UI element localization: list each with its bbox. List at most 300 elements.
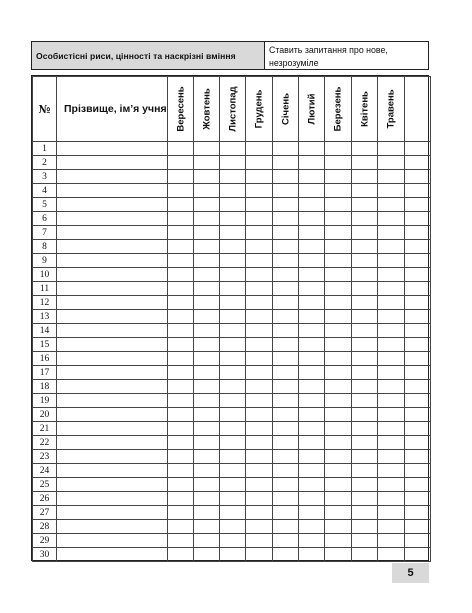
month-mark-cell[interactable] xyxy=(194,198,220,212)
month-mark-cell[interactable] xyxy=(246,310,273,324)
month-mark-cell[interactable] xyxy=(299,436,325,450)
month-mark-cell[interactable] xyxy=(168,268,194,282)
month-mark-cell[interactable] xyxy=(273,352,299,366)
month-mark-cell[interactable] xyxy=(352,380,378,394)
month-mark-cell[interactable] xyxy=(168,226,194,240)
month-mark-cell[interactable] xyxy=(194,310,220,324)
month-mark-cell[interactable] xyxy=(168,324,194,338)
month-mark-cell[interactable] xyxy=(378,422,405,436)
month-mark-cell[interactable] xyxy=(378,338,405,352)
month-mark-cell[interactable] xyxy=(325,380,352,394)
month-mark-cell[interactable] xyxy=(273,156,299,170)
month-mark-cell[interactable] xyxy=(352,296,378,310)
month-mark-cell[interactable] xyxy=(246,520,273,534)
month-mark-cell[interactable] xyxy=(273,254,299,268)
month-mark-cell[interactable] xyxy=(168,184,194,198)
month-mark-cell[interactable] xyxy=(352,184,378,198)
month-mark-cell[interactable] xyxy=(325,506,352,520)
month-mark-cell[interactable] xyxy=(405,338,431,352)
month-mark-cell[interactable] xyxy=(194,352,220,366)
month-mark-cell[interactable] xyxy=(299,142,325,156)
student-name-cell[interactable] xyxy=(57,352,168,366)
month-mark-cell[interactable] xyxy=(168,394,194,408)
month-mark-cell[interactable] xyxy=(352,366,378,380)
month-mark-cell[interactable] xyxy=(325,170,352,184)
month-mark-cell[interactable] xyxy=(378,366,405,380)
month-mark-cell[interactable] xyxy=(168,198,194,212)
month-mark-cell[interactable] xyxy=(325,268,352,282)
month-mark-cell[interactable] xyxy=(299,324,325,338)
month-mark-cell[interactable] xyxy=(299,282,325,296)
month-mark-cell[interactable] xyxy=(325,156,352,170)
month-mark-cell[interactable] xyxy=(325,212,352,226)
month-mark-cell[interactable] xyxy=(352,548,378,562)
month-mark-cell[interactable] xyxy=(194,478,220,492)
month-mark-cell[interactable] xyxy=(220,548,246,562)
student-name-cell[interactable] xyxy=(57,324,168,338)
month-mark-cell[interactable] xyxy=(299,450,325,464)
month-mark-cell[interactable] xyxy=(352,478,378,492)
month-mark-cell[interactable] xyxy=(405,198,431,212)
month-mark-cell[interactable] xyxy=(220,226,246,240)
month-mark-cell[interactable] xyxy=(299,380,325,394)
month-mark-cell[interactable] xyxy=(299,422,325,436)
month-mark-cell[interactable] xyxy=(299,408,325,422)
month-mark-cell[interactable] xyxy=(246,324,273,338)
student-name-cell[interactable] xyxy=(57,450,168,464)
month-mark-cell[interactable] xyxy=(378,156,405,170)
month-mark-cell[interactable] xyxy=(352,464,378,478)
month-mark-cell[interactable] xyxy=(405,478,431,492)
month-mark-cell[interactable] xyxy=(168,534,194,548)
month-mark-cell[interactable] xyxy=(378,352,405,366)
month-mark-cell[interactable] xyxy=(246,198,273,212)
month-mark-cell[interactable] xyxy=(352,254,378,268)
month-mark-cell[interactable] xyxy=(299,548,325,562)
month-mark-cell[interactable] xyxy=(378,450,405,464)
month-mark-cell[interactable] xyxy=(352,436,378,450)
month-mark-cell[interactable] xyxy=(378,212,405,226)
month-mark-cell[interactable] xyxy=(299,478,325,492)
month-mark-cell[interactable] xyxy=(325,310,352,324)
student-name-cell[interactable] xyxy=(57,506,168,520)
month-mark-cell[interactable] xyxy=(246,380,273,394)
month-mark-cell[interactable] xyxy=(325,520,352,534)
month-mark-cell[interactable] xyxy=(352,170,378,184)
month-mark-cell[interactable] xyxy=(246,478,273,492)
month-mark-cell[interactable] xyxy=(220,142,246,156)
month-mark-cell[interactable] xyxy=(273,226,299,240)
student-name-cell[interactable] xyxy=(57,268,168,282)
month-mark-cell[interactable] xyxy=(299,520,325,534)
month-mark-cell[interactable] xyxy=(299,212,325,226)
month-mark-cell[interactable] xyxy=(378,198,405,212)
month-mark-cell[interactable] xyxy=(246,268,273,282)
student-name-cell[interactable] xyxy=(57,520,168,534)
month-mark-cell[interactable] xyxy=(378,534,405,548)
month-mark-cell[interactable] xyxy=(220,254,246,268)
month-mark-cell[interactable] xyxy=(405,226,431,240)
month-mark-cell[interactable] xyxy=(299,394,325,408)
month-mark-cell[interactable] xyxy=(352,520,378,534)
month-mark-cell[interactable] xyxy=(246,338,273,352)
month-mark-cell[interactable] xyxy=(194,254,220,268)
month-mark-cell[interactable] xyxy=(194,212,220,226)
month-mark-cell[interactable] xyxy=(273,450,299,464)
month-mark-cell[interactable] xyxy=(220,338,246,352)
month-mark-cell[interactable] xyxy=(405,534,431,548)
month-mark-cell[interactable] xyxy=(273,492,299,506)
month-mark-cell[interactable] xyxy=(194,142,220,156)
month-mark-cell[interactable] xyxy=(168,254,194,268)
month-mark-cell[interactable] xyxy=(352,268,378,282)
month-mark-cell[interactable] xyxy=(168,548,194,562)
month-mark-cell[interactable] xyxy=(220,380,246,394)
month-mark-cell[interactable] xyxy=(194,464,220,478)
month-mark-cell[interactable] xyxy=(246,492,273,506)
month-mark-cell[interactable] xyxy=(194,450,220,464)
month-mark-cell[interactable] xyxy=(168,492,194,506)
month-mark-cell[interactable] xyxy=(246,142,273,156)
month-mark-cell[interactable] xyxy=(378,520,405,534)
month-mark-cell[interactable] xyxy=(273,198,299,212)
student-name-cell[interactable] xyxy=(57,478,168,492)
month-mark-cell[interactable] xyxy=(299,492,325,506)
month-mark-cell[interactable] xyxy=(378,268,405,282)
month-mark-cell[interactable] xyxy=(246,548,273,562)
student-name-cell[interactable] xyxy=(57,436,168,450)
month-mark-cell[interactable] xyxy=(273,310,299,324)
month-mark-cell[interactable] xyxy=(299,296,325,310)
month-mark-cell[interactable] xyxy=(352,338,378,352)
month-mark-cell[interactable] xyxy=(378,394,405,408)
student-name-cell[interactable] xyxy=(57,310,168,324)
month-mark-cell[interactable] xyxy=(299,156,325,170)
month-mark-cell[interactable] xyxy=(352,142,378,156)
month-mark-cell[interactable] xyxy=(220,534,246,548)
month-mark-cell[interactable] xyxy=(273,184,299,198)
month-mark-cell[interactable] xyxy=(220,464,246,478)
student-name-cell[interactable] xyxy=(57,240,168,254)
month-mark-cell[interactable] xyxy=(220,408,246,422)
month-mark-cell[interactable] xyxy=(220,492,246,506)
month-mark-cell[interactable] xyxy=(168,436,194,450)
month-mark-cell[interactable] xyxy=(352,492,378,506)
month-mark-cell[interactable] xyxy=(220,282,246,296)
month-mark-cell[interactable] xyxy=(405,352,431,366)
month-mark-cell[interactable] xyxy=(299,198,325,212)
month-mark-cell[interactable] xyxy=(168,408,194,422)
month-mark-cell[interactable] xyxy=(273,478,299,492)
student-name-cell[interactable] xyxy=(57,380,168,394)
month-mark-cell[interactable] xyxy=(194,534,220,548)
month-mark-cell[interactable] xyxy=(168,366,194,380)
student-name-cell[interactable] xyxy=(57,282,168,296)
month-mark-cell[interactable] xyxy=(325,548,352,562)
month-mark-cell[interactable] xyxy=(378,492,405,506)
month-mark-cell[interactable] xyxy=(220,268,246,282)
month-mark-cell[interactable] xyxy=(246,352,273,366)
month-mark-cell[interactable] xyxy=(220,184,246,198)
month-mark-cell[interactable] xyxy=(246,534,273,548)
student-name-cell[interactable] xyxy=(57,254,168,268)
month-mark-cell[interactable] xyxy=(299,254,325,268)
month-mark-cell[interactable] xyxy=(273,394,299,408)
month-mark-cell[interactable] xyxy=(194,170,220,184)
month-mark-cell[interactable] xyxy=(325,464,352,478)
student-name-cell[interactable] xyxy=(57,184,168,198)
month-mark-cell[interactable] xyxy=(378,142,405,156)
month-mark-cell[interactable] xyxy=(168,310,194,324)
month-mark-cell[interactable] xyxy=(405,380,431,394)
month-mark-cell[interactable] xyxy=(194,506,220,520)
month-mark-cell[interactable] xyxy=(273,436,299,450)
month-mark-cell[interactable] xyxy=(405,408,431,422)
month-mark-cell[interactable] xyxy=(299,352,325,366)
month-mark-cell[interactable] xyxy=(194,184,220,198)
month-mark-cell[interactable] xyxy=(352,450,378,464)
month-mark-cell[interactable] xyxy=(246,394,273,408)
month-mark-cell[interactable] xyxy=(273,548,299,562)
month-mark-cell[interactable] xyxy=(352,212,378,226)
month-mark-cell[interactable] xyxy=(378,240,405,254)
month-mark-cell[interactable] xyxy=(246,450,273,464)
month-mark-cell[interactable] xyxy=(405,548,431,562)
month-mark-cell[interactable] xyxy=(220,520,246,534)
month-mark-cell[interactable] xyxy=(352,226,378,240)
month-mark-cell[interactable] xyxy=(299,184,325,198)
month-mark-cell[interactable] xyxy=(194,422,220,436)
month-mark-cell[interactable] xyxy=(299,338,325,352)
month-mark-cell[interactable] xyxy=(194,394,220,408)
month-mark-cell[interactable] xyxy=(352,422,378,436)
month-mark-cell[interactable] xyxy=(299,240,325,254)
month-mark-cell[interactable] xyxy=(220,212,246,226)
month-mark-cell[interactable] xyxy=(194,408,220,422)
month-mark-cell[interactable] xyxy=(405,254,431,268)
month-mark-cell[interactable] xyxy=(378,170,405,184)
month-mark-cell[interactable] xyxy=(405,268,431,282)
month-mark-cell[interactable] xyxy=(405,422,431,436)
month-mark-cell[interactable] xyxy=(325,254,352,268)
month-mark-cell[interactable] xyxy=(273,422,299,436)
month-mark-cell[interactable] xyxy=(378,464,405,478)
month-mark-cell[interactable] xyxy=(352,310,378,324)
student-name-cell[interactable] xyxy=(57,156,168,170)
student-name-cell[interactable] xyxy=(57,170,168,184)
month-mark-cell[interactable] xyxy=(273,366,299,380)
month-mark-cell[interactable] xyxy=(246,408,273,422)
student-name-cell[interactable] xyxy=(57,338,168,352)
month-mark-cell[interactable] xyxy=(220,436,246,450)
month-mark-cell[interactable] xyxy=(194,226,220,240)
month-mark-cell[interactable] xyxy=(273,408,299,422)
month-mark-cell[interactable] xyxy=(168,464,194,478)
student-name-cell[interactable] xyxy=(57,142,168,156)
month-mark-cell[interactable] xyxy=(168,520,194,534)
month-mark-cell[interactable] xyxy=(378,506,405,520)
month-mark-cell[interactable] xyxy=(194,324,220,338)
month-mark-cell[interactable] xyxy=(168,422,194,436)
month-mark-cell[interactable] xyxy=(220,366,246,380)
student-name-cell[interactable] xyxy=(57,212,168,226)
month-mark-cell[interactable] xyxy=(246,240,273,254)
month-mark-cell[interactable] xyxy=(352,534,378,548)
month-mark-cell[interactable] xyxy=(194,296,220,310)
month-mark-cell[interactable] xyxy=(246,212,273,226)
month-mark-cell[interactable] xyxy=(325,408,352,422)
month-mark-cell[interactable] xyxy=(299,534,325,548)
month-mark-cell[interactable] xyxy=(405,170,431,184)
month-mark-cell[interactable] xyxy=(220,352,246,366)
month-mark-cell[interactable] xyxy=(168,296,194,310)
month-mark-cell[interactable] xyxy=(273,506,299,520)
student-name-cell[interactable] xyxy=(57,226,168,240)
month-mark-cell[interactable] xyxy=(325,338,352,352)
month-mark-cell[interactable] xyxy=(194,436,220,450)
month-mark-cell[interactable] xyxy=(325,296,352,310)
month-mark-cell[interactable] xyxy=(325,450,352,464)
month-mark-cell[interactable] xyxy=(378,478,405,492)
month-mark-cell[interactable] xyxy=(194,268,220,282)
month-mark-cell[interactable] xyxy=(405,156,431,170)
month-mark-cell[interactable] xyxy=(220,422,246,436)
month-mark-cell[interactable] xyxy=(405,240,431,254)
month-mark-cell[interactable] xyxy=(168,506,194,520)
month-mark-cell[interactable] xyxy=(378,548,405,562)
month-mark-cell[interactable] xyxy=(246,422,273,436)
month-mark-cell[interactable] xyxy=(168,282,194,296)
month-mark-cell[interactable] xyxy=(405,212,431,226)
month-mark-cell[interactable] xyxy=(273,240,299,254)
month-mark-cell[interactable] xyxy=(405,184,431,198)
month-mark-cell[interactable] xyxy=(405,520,431,534)
month-mark-cell[interactable] xyxy=(378,380,405,394)
month-mark-cell[interactable] xyxy=(325,394,352,408)
month-mark-cell[interactable] xyxy=(220,310,246,324)
month-mark-cell[interactable] xyxy=(194,548,220,562)
month-mark-cell[interactable] xyxy=(168,142,194,156)
student-name-cell[interactable] xyxy=(57,422,168,436)
student-name-cell[interactable] xyxy=(57,198,168,212)
month-mark-cell[interactable] xyxy=(405,492,431,506)
student-name-cell[interactable] xyxy=(57,408,168,422)
month-mark-cell[interactable] xyxy=(378,184,405,198)
month-mark-cell[interactable] xyxy=(194,338,220,352)
month-mark-cell[interactable] xyxy=(325,240,352,254)
month-mark-cell[interactable] xyxy=(273,338,299,352)
month-mark-cell[interactable] xyxy=(273,282,299,296)
month-mark-cell[interactable] xyxy=(378,408,405,422)
month-mark-cell[interactable] xyxy=(299,226,325,240)
month-mark-cell[interactable] xyxy=(194,520,220,534)
month-mark-cell[interactable] xyxy=(273,212,299,226)
month-mark-cell[interactable] xyxy=(273,268,299,282)
month-mark-cell[interactable] xyxy=(220,394,246,408)
month-mark-cell[interactable] xyxy=(405,394,431,408)
student-name-cell[interactable] xyxy=(57,366,168,380)
month-mark-cell[interactable] xyxy=(246,156,273,170)
month-mark-cell[interactable] xyxy=(405,366,431,380)
month-mark-cell[interactable] xyxy=(352,352,378,366)
month-mark-cell[interactable] xyxy=(220,296,246,310)
month-mark-cell[interactable] xyxy=(378,254,405,268)
month-mark-cell[interactable] xyxy=(325,436,352,450)
student-name-cell[interactable] xyxy=(57,548,168,562)
month-mark-cell[interactable] xyxy=(273,520,299,534)
month-mark-cell[interactable] xyxy=(405,464,431,478)
month-mark-cell[interactable] xyxy=(220,240,246,254)
month-mark-cell[interactable] xyxy=(194,282,220,296)
month-mark-cell[interactable] xyxy=(325,478,352,492)
month-mark-cell[interactable] xyxy=(405,506,431,520)
month-mark-cell[interactable] xyxy=(194,156,220,170)
month-mark-cell[interactable] xyxy=(405,296,431,310)
month-mark-cell[interactable] xyxy=(220,156,246,170)
month-mark-cell[interactable] xyxy=(378,310,405,324)
month-mark-cell[interactable] xyxy=(405,310,431,324)
month-mark-cell[interactable] xyxy=(325,198,352,212)
month-mark-cell[interactable] xyxy=(273,170,299,184)
month-mark-cell[interactable] xyxy=(325,282,352,296)
month-mark-cell[interactable] xyxy=(325,142,352,156)
month-mark-cell[interactable] xyxy=(220,170,246,184)
month-mark-cell[interactable] xyxy=(405,282,431,296)
student-name-cell[interactable] xyxy=(57,394,168,408)
month-mark-cell[interactable] xyxy=(194,240,220,254)
month-mark-cell[interactable] xyxy=(378,324,405,338)
month-mark-cell[interactable] xyxy=(168,240,194,254)
month-mark-cell[interactable] xyxy=(299,366,325,380)
month-mark-cell[interactable] xyxy=(352,394,378,408)
month-mark-cell[interactable] xyxy=(352,324,378,338)
month-mark-cell[interactable] xyxy=(273,142,299,156)
month-mark-cell[interactable] xyxy=(168,212,194,226)
month-mark-cell[interactable] xyxy=(378,282,405,296)
month-mark-cell[interactable] xyxy=(325,226,352,240)
month-mark-cell[interactable] xyxy=(273,464,299,478)
month-mark-cell[interactable] xyxy=(273,380,299,394)
month-mark-cell[interactable] xyxy=(352,506,378,520)
month-mark-cell[interactable] xyxy=(168,338,194,352)
month-mark-cell[interactable] xyxy=(352,408,378,422)
month-mark-cell[interactable] xyxy=(168,380,194,394)
month-mark-cell[interactable] xyxy=(325,492,352,506)
month-mark-cell[interactable] xyxy=(168,352,194,366)
month-mark-cell[interactable] xyxy=(325,352,352,366)
month-mark-cell[interactable] xyxy=(194,366,220,380)
student-name-cell[interactable] xyxy=(57,492,168,506)
month-mark-cell[interactable] xyxy=(299,506,325,520)
month-mark-cell[interactable] xyxy=(273,534,299,548)
month-mark-cell[interactable] xyxy=(220,478,246,492)
month-mark-cell[interactable] xyxy=(405,142,431,156)
month-mark-cell[interactable] xyxy=(246,366,273,380)
month-mark-cell[interactable] xyxy=(194,380,220,394)
month-mark-cell[interactable] xyxy=(325,422,352,436)
month-mark-cell[interactable] xyxy=(299,268,325,282)
month-mark-cell[interactable] xyxy=(325,324,352,338)
month-mark-cell[interactable] xyxy=(325,534,352,548)
month-mark-cell[interactable] xyxy=(168,450,194,464)
month-mark-cell[interactable] xyxy=(299,170,325,184)
student-name-cell[interactable] xyxy=(57,534,168,548)
month-mark-cell[interactable] xyxy=(405,436,431,450)
month-mark-cell[interactable] xyxy=(273,296,299,310)
month-mark-cell[interactable] xyxy=(220,506,246,520)
month-mark-cell[interactable] xyxy=(378,436,405,450)
month-mark-cell[interactable] xyxy=(246,296,273,310)
